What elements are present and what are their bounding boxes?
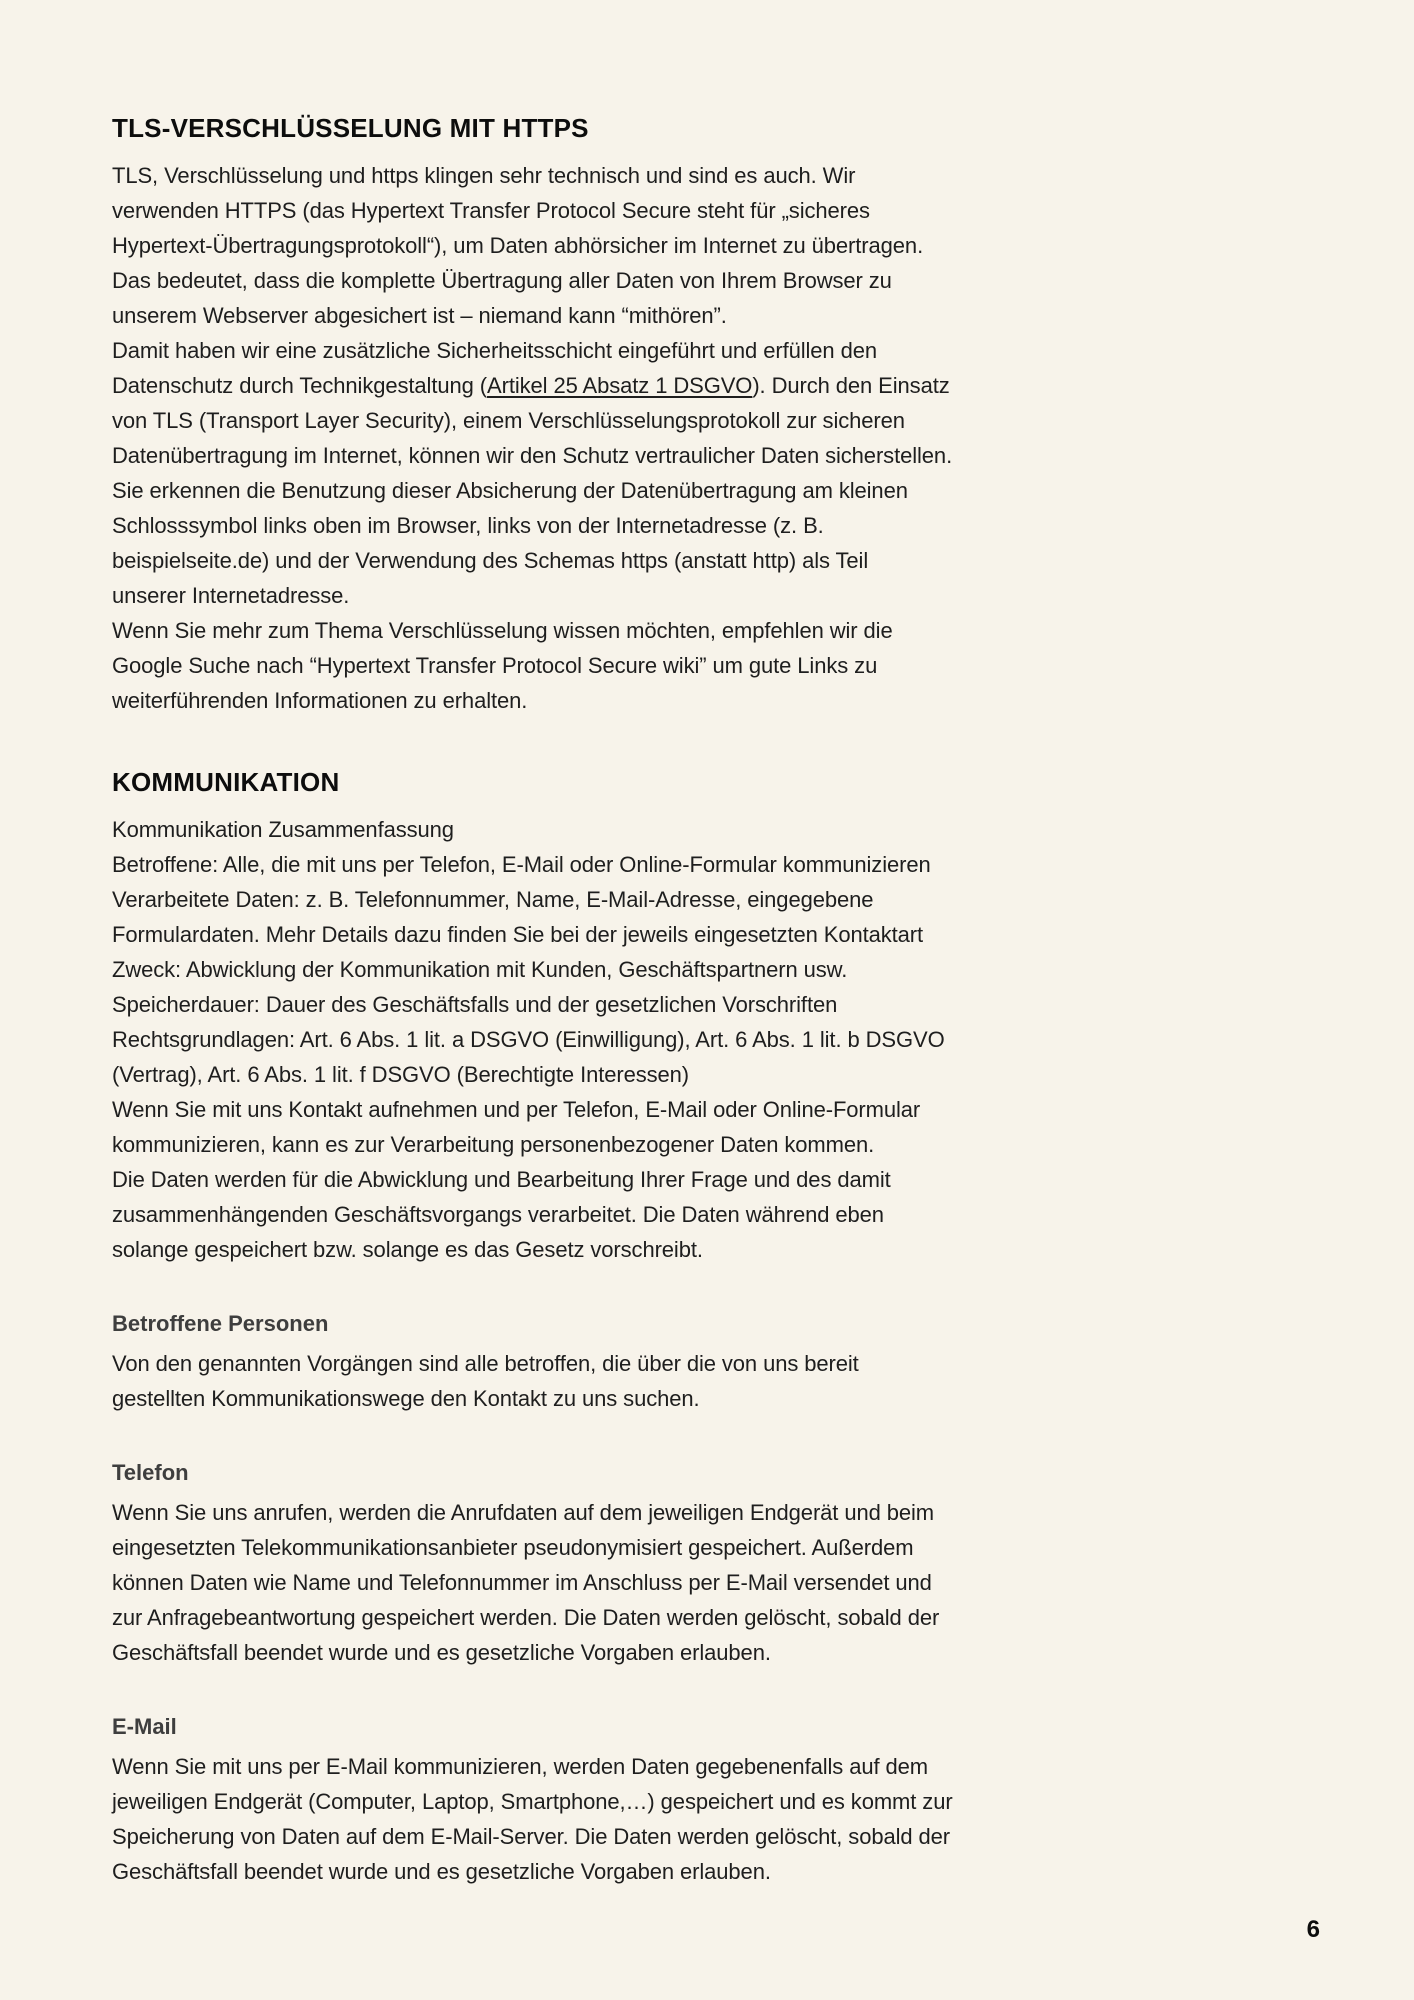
dsgvo-article-link[interactable]: Artikel 25 Absatz 1 DSGVO <box>487 373 753 398</box>
text-line: zusammenhängenden Geschäftsvorgangs verarbeitet. Die Daten während eben <box>112 1202 884 1227</box>
text-line: beispielseite.de) und der Verwendung des Schemas https (anstatt http) als Teil <box>112 548 869 573</box>
text-line: Geschäftsfall beendet wurde und es gesetzliche Vorgaben erlauben. <box>112 1859 771 1884</box>
text-line: Wenn Sie mit uns per E-Mail kommunizieren, werden Daten gegebenenfalls auf dem <box>112 1754 928 1779</box>
text-line: Zweck: Abwicklung der Kommunikation mit Kunden, Geschäftspartnern usw. <box>112 957 848 982</box>
text-line: (Vertrag), Art. 6 Abs. 1 lit. f DSGVO (Berechtigte Interessen) <box>112 1062 690 1087</box>
paragraph <box>112 812 1052 1267</box>
text-line: Sie erkennen die Benutzung dieser Absicherung der Datenübertragung am kleinen <box>112 478 908 503</box>
document-content <box>112 114 1052 1889</box>
text-line: Schlosssymbol links oben im Browser, links von der Internetadresse (z. B. <box>112 513 824 538</box>
text-line: Google Suche nach “Hypertext Transfer Protocol Secure wiki” um gute Links zu <box>112 653 878 678</box>
text-line: Speicherung von Daten auf dem E-Mail-Server. Die Daten werden gelöscht, sobald der <box>112 1824 951 1849</box>
text-line: Damit haben wir eine zusätzliche Sicherheitsschicht eingeführt und erfüllen den <box>112 338 877 363</box>
text-line: Formulardaten. Mehr Details dazu finden Sie bei der jeweils eingesetzten Kontaktart <box>112 922 924 947</box>
sub-heading: Betroffene Personen <box>112 1311 329 1336</box>
text-line: gestellten Kommunikationswege den Kontakt zu uns suchen. <box>112 1386 700 1411</box>
text-line: weiterführenden Informationen zu erhalten. <box>112 688 528 713</box>
text-line: Wenn Sie mit uns Kontakt aufnehmen und per Telefon, E-Mail oder Online-Formular <box>112 1097 921 1122</box>
paragraph <box>112 1749 1052 1889</box>
text-line: Wenn Sie mehr zum Thema Verschlüsselung wissen möchten, empfehlen wir die <box>112 618 893 643</box>
text-line: Wenn Sie uns anrufen, werden die Anrufdaten auf dem jeweiligen Endgerät und beim <box>112 1500 935 1525</box>
text-line <box>112 368 1052 403</box>
text-line: TLS, Verschlüsselung und https klingen sehr technisch und sind es auch. Wir <box>112 163 856 188</box>
text-line: Hypertext-Übertragungsprotokoll“), um Daten abhörsicher im Internet zu übertragen. <box>112 233 924 258</box>
text-line: Betroffene: Alle, die mit uns per Telefon, E-Mail oder Online-Formular kommunizieren <box>112 852 931 877</box>
text-line: solange gespeichert bzw. solange es das Gesetz vorschreibt. <box>112 1237 703 1262</box>
text-line: Rechtsgrundlagen: Art. 6 Abs. 1 lit. a DSGVO (Einwilligung), Art. 6 Abs. 1 lit. b DSGVO <box>112 1027 945 1052</box>
text-line: jeweiligen Endgerät (Computer, Laptop, Smartphone,…) gespeichert und es kommt zur <box>112 1789 953 1814</box>
text-line: unserem Webserver abgesichert ist – niemand kann “mithören”. <box>112 303 727 328</box>
text-segment: Datenschutz durch Technikgestaltung ( <box>112 373 488 398</box>
text-line: zur Anfragebeantwortung gespeichert werden. Die Daten werden gelöscht, sobald der <box>112 1605 940 1630</box>
text-line: Das bedeutet, dass die komplette Übertragung aller Daten von Ihrem Browser zu <box>112 268 892 293</box>
section-heading: KOMMUNIKATION <box>112 767 340 797</box>
text-line: Geschäftsfall beendet wurde und es gesetzliche Vorgaben erlauben. <box>112 1640 771 1665</box>
paragraph <box>112 1495 1052 1670</box>
paragraph <box>112 158 1052 718</box>
text-line: unserer Internetadresse. <box>112 583 350 608</box>
text-line: verwenden HTTPS (das Hypertext Transfer Protocol Secure steht für „sicheres <box>112 198 870 223</box>
text-segment: ). Durch den Einsatz <box>752 373 950 398</box>
text-line: Die Daten werden für die Abwicklung und Bearbeitung Ihrer Frage und des damit <box>112 1167 891 1192</box>
text-line: von TLS (Transport Layer Security), einem Verschlüsselungsprotokoll zur sicheren <box>112 408 905 433</box>
sub-heading: Telefon <box>112 1460 189 1485</box>
page-number: 6 <box>1306 1916 1320 1943</box>
sub-heading: E-Mail <box>112 1714 177 1739</box>
text-line: Datenübertragung im Internet, können wir den Schutz vertraulicher Daten sicherstellen. <box>112 443 953 468</box>
section-heading: TLS-VERSCHLÜSSELUNG MIT HTTPS <box>112 113 589 143</box>
text-line: kommunizieren, kann es zur Verarbeitung personenbezogener Daten kommen. <box>112 1132 875 1157</box>
paragraph <box>112 1346 1052 1416</box>
text-line: Von den genannten Vorgängen sind alle betroffen, die über die von uns bereit <box>112 1351 859 1376</box>
text-line: Kommunikation Zusammenfassung <box>112 817 454 842</box>
text-line: können Daten wie Name und Telefonnummer im Anschluss per E-Mail versendet und <box>112 1570 932 1595</box>
text-line: Verarbeitete Daten: z. B. Telefonnummer, Name, E-Mail-Adresse, eingegebene <box>112 887 874 912</box>
text-line: Speicherdauer: Dauer des Geschäftsfalls und der gesetzlichen Vorschriften <box>112 992 838 1017</box>
text-line: eingesetzten Telekommunikationsanbieter pseudonymisiert gespeichert. Außerdem <box>112 1535 914 1560</box>
